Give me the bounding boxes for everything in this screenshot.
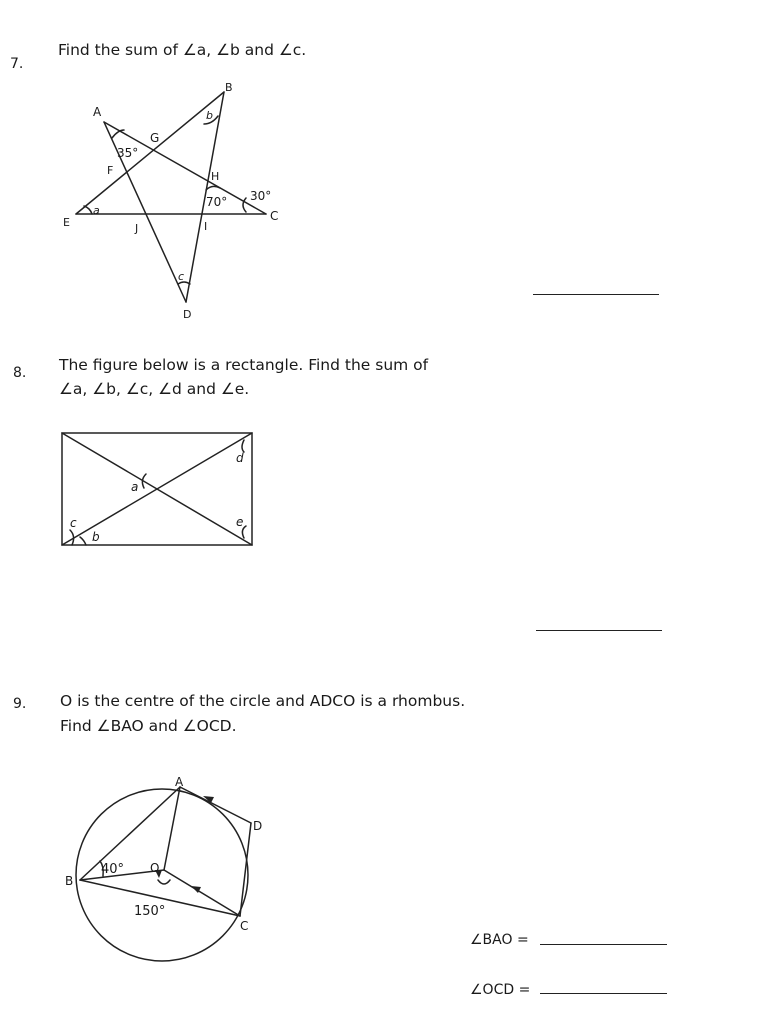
q7-point-D: D bbox=[183, 308, 192, 321]
question-7-number: 7. bbox=[10, 56, 24, 72]
q7-point-C: C bbox=[270, 209, 279, 223]
q7-point-H: H bbox=[211, 170, 220, 183]
q8-angle-d: d bbox=[236, 451, 244, 465]
q7-point-E: E bbox=[63, 216, 70, 229]
q9-point-A: A bbox=[175, 775, 184, 789]
q7-point-F: F bbox=[107, 164, 114, 177]
q7-angle-a: a bbox=[93, 204, 100, 217]
question-8-number: 8. bbox=[13, 365, 27, 381]
q8-angle-a: a bbox=[131, 480, 139, 494]
question-9-number: 9. bbox=[13, 696, 27, 712]
q9-point-B: B bbox=[65, 874, 74, 888]
question-8-answer-line[interactable] bbox=[536, 630, 662, 631]
q8-angle-c: c bbox=[70, 516, 77, 530]
question-9-prompt-line-1: O is the centre of the circle and ADCO is a rhombus. bbox=[60, 692, 466, 710]
q7-angle-35: 35° bbox=[117, 146, 139, 160]
question-9-answer-ocd-line[interactable] bbox=[540, 993, 667, 994]
q8-angle-e: e bbox=[236, 515, 244, 529]
question-7-star-figure bbox=[0, 0, 400, 330]
question-9-prompt-line-2: Find ∠BAO and ∠OCD. bbox=[60, 717, 237, 735]
q8-angle-b: b bbox=[92, 530, 100, 544]
q7-angle-c: c bbox=[178, 270, 185, 283]
q7-angle-b: b bbox=[206, 109, 213, 122]
question-9-answer-ocd-label: ∠OCD = bbox=[470, 982, 531, 998]
question-8-prompt-line-1: The figure below is a rectangle. Find the sum of bbox=[59, 356, 429, 374]
q9-angle-40: 40° bbox=[101, 862, 125, 877]
q7-point-B: B bbox=[225, 81, 233, 94]
question-9-circle-figure bbox=[0, 760, 320, 980]
q9-point-D: D bbox=[253, 819, 263, 833]
q7-point-I: I bbox=[204, 220, 208, 233]
q7-point-A: A bbox=[93, 105, 102, 119]
question-9-answer-bao-line[interactable] bbox=[540, 944, 667, 945]
q9-point-O: O bbox=[150, 861, 160, 875]
q7-angle-70: 70° bbox=[206, 195, 228, 209]
q7-angle-30: 30° bbox=[250, 189, 272, 203]
q7-point-G: G bbox=[150, 131, 160, 145]
question-7-answer-line[interactable] bbox=[533, 294, 659, 295]
q9-angle-150: 150° bbox=[134, 904, 166, 919]
q7-point-J: J bbox=[135, 222, 139, 235]
question-8-prompt-line-2: ∠a, ∠b, ∠c, ∠d and ∠e. bbox=[59, 380, 250, 398]
question-8-rectangle-figure bbox=[0, 420, 300, 560]
q9-point-C: C bbox=[240, 919, 249, 933]
question-9-answer-bao-label: ∠BAO = bbox=[470, 932, 529, 948]
question-7-prompt: Find the sum of ∠a, ∠b and ∠c. bbox=[58, 41, 307, 59]
